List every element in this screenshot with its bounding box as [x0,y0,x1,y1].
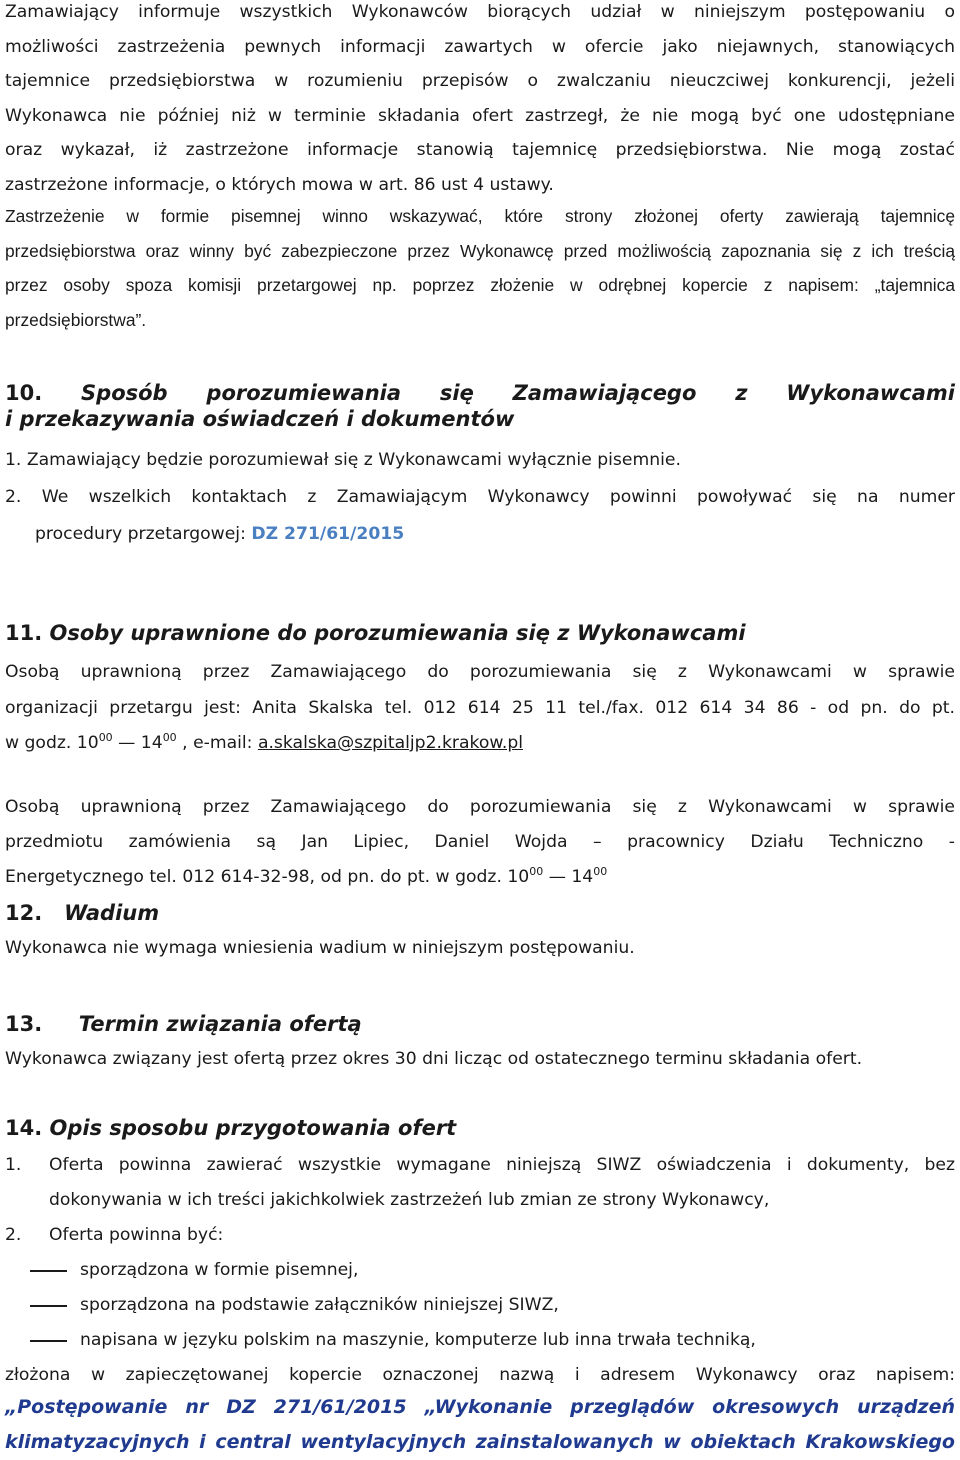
procedure-number: DZ 271/61/2015 [251,524,405,544]
text-line: Zastrzeżenie w formie pisemnej winno wskazywać, które strony złożonej oferty zawierają tajemnicę [5,206,955,226]
inscription-line: klimatyzacyjnych i central wentylacyjnych zainstalowanych w obiektach Krakowskiego [5,1431,955,1453]
section-number: 14. [5,1116,43,1140]
procedure-line [5,516,955,553]
text-line: Wykonawca nie później niż w terminie składania ofert zastrzegł, że nie mogą być one udostępniane [5,105,955,126]
email-link[interactable]: a.skalska@szpitaljp2.krakow.pl [257,733,523,753]
text-line: Wykonawca nie wymaga wniesienia wadium w niniejszym postępowaniu. [5,938,635,958]
text-line: przez osoby spoza komisji przetargowej np. poprzez złożenie w odrębnej kopercie z napisem: „tajemnica [5,275,955,295]
section-10-item-2 [5,479,955,553]
section-14-list [5,1148,955,1393]
hours-line [5,726,955,762]
text-line: sporządzona na podstawie załączników niniejszej SIWZ, [80,1295,559,1315]
list-item: 2. We wszelkich kontaktach z Zamawiającym Wykonawcy powinni powoływać się na numer [5,487,955,507]
section-number: 12. [5,901,43,925]
dash-list-item [5,1288,955,1323]
text-line: sporządzona w formie pisemnej, [80,1260,359,1280]
section-10-item-1 [5,445,955,475]
section-13-heading [5,1011,955,1037]
item-number: 2. [5,1225,22,1245]
section-title: Wadium [64,901,160,925]
superscript: 00 [162,731,177,744]
section-11-contact-1 [5,655,955,762]
section-number: 10. [5,381,43,405]
text-line: Oferta powinna być: [49,1225,224,1245]
confidentiality-paragraph [5,0,955,202]
text-line: złożona w zapieczętowanej kopercie oznaczonej nazwą i adresem Wykonawcy oraz napisem: [5,1365,955,1385]
text-line: Osobą uprawnioną przez Zamawiającego do porozumiewania się z Wykonawcami w sprawie [5,662,955,682]
inscription-line: „Postępowanie nr DZ 271/61/2015 „Wykonanie przeglądów okresowych urządzeń [5,1396,955,1418]
superscript: 00 [529,865,544,878]
envelope-inscription [5,1390,955,1460]
hours-from: w godz. 10 [5,733,99,753]
text-line: możliwości zastrzeżenia pewnych informacji zawartych w ofercie jako niejawnych, stanowiących [5,36,955,57]
superscript: 00 [98,731,113,744]
text-line: napisana w języku polskim na maszynie, komputerze lub inna trwała techniką, [80,1330,756,1350]
hours-from: Energetycznego tel. 012 614-32-98, od pn. do pt. w godz. 10 [5,867,530,887]
section-title: Sposób porozumiewania się Zamawiającego z Wykonawcami [81,381,955,405]
text-line: przedmiotu zamówienia są Jan Lipiec, Daniel Wojda – pracownicy Działu Techniczno - [5,832,955,852]
list-item: 1. Zamawiający będzie porozumiewał się z Wykonawcami wyłącznie pisemnie. [5,450,681,470]
list-item [5,1218,955,1253]
hours-to: — 14 [543,867,594,887]
section-11-heading [5,620,955,646]
procedure-label: procedury przetargowej: [35,524,252,544]
section-11-contact-2 [5,790,955,895]
section-12-text [5,933,955,963]
hours-line [5,860,955,895]
text-line: Oferta powinna zawierać wszystkie wymagane niniejszą SIWZ oświadczenia i dokumenty, bez [49,1155,955,1175]
text-line: przedsiębiorstwa oraz winny być zabezpieczone przez Wykonawcę przed możliwością zapoznania się z ich treścią [5,240,955,261]
text-line: organizacji przetargu jest: Anita Skalska tel. 012 614 25 11 tel./fax. 012 614 34 86 - od pn. do pt. [5,697,955,718]
section-14-heading [5,1115,955,1141]
text-line: oraz wykazał, iż zastrzeżone informacje stanowią tajemnicę przedsiębiorstwa. Nie mogą zostać [5,140,955,160]
text-line: przedsiębiorstwa”. [5,309,147,330]
text-line: Zamawiający informuje wszystkich Wykonawców biorących udział w niniejszym postępowaniu o [5,2,955,22]
text-line: Osobą uprawnioną przez Zamawiającego do porozumiewania się z Wykonawcami w sprawie [5,797,955,817]
list-item [5,1148,955,1218]
text-line: tajemnice przedsiębiorstwa w rozumieniu przepisów o zwalczaniu nieuczciwej konkurencji, jeżeli [5,71,955,91]
section-number: 11. [5,621,43,645]
restriction-paragraph [5,199,955,337]
text-line: zastrzeżone informacje, o których mowa w art. 86 ust 4 ustawy. [5,174,554,195]
section-title-continued: i przekazywania oświadczeń i dokumentów [5,407,515,431]
dash-list-item [5,1323,955,1358]
section-title: Osoby uprawnione do porozumiewania się z Wykonawcami [49,621,746,645]
section-title: Opis sposobu przygotowania ofert [49,1116,457,1140]
email-label: , e-mail: [176,733,258,753]
hours-to: — 14 [112,733,163,753]
text-line: Wykonawca związany jest ofertą przez okres 30 dni licząc od ostatecznego terminu składania ofert. [5,1049,863,1069]
item-number: 1. [5,1155,22,1175]
section-10-heading [5,380,955,432]
dash-list-item [5,1253,955,1288]
text-line: dokonywania w ich treści jakichkolwiek zastrzeżeń lub zmian ze strony Wykonawcy, [49,1190,770,1210]
section-title: Termin związania ofertą [78,1012,362,1036]
superscript: 00 [593,865,608,878]
section-number: 13. [5,1012,43,1036]
section-13-text [5,1044,955,1074]
section-12-heading [5,900,955,926]
